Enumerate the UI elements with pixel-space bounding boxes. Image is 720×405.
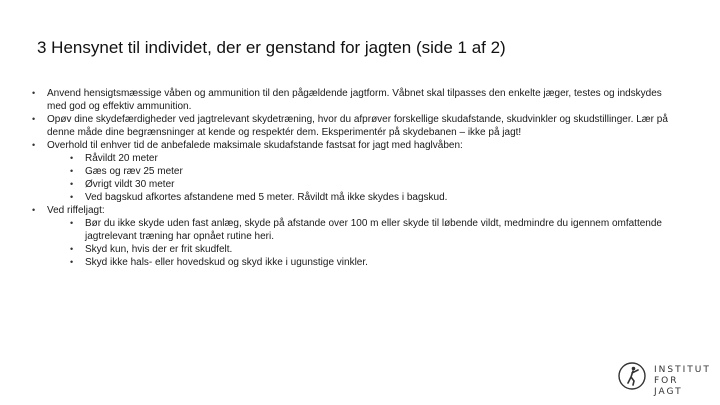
sub-list-container	[32, 152, 672, 204]
slide-content	[32, 87, 672, 269]
sub-bullet-text: Skyd kun, hvis der er frit skudfelt.	[85, 244, 233, 255]
slide-title: 3 Hensynet til individet, der er genstand for jagten (side 1 af 2)	[37, 38, 506, 57]
sub-bullet-item	[70, 178, 672, 191]
sub-bullet-item	[70, 165, 672, 178]
bullet-item-distances	[32, 139, 672, 152]
bullet-icon: •	[32, 88, 36, 98]
bullet-text: Opøv dine skydefærdigheder ved jagtrelevant skydetræning, hvor du afprøver forskellige skudafstande, skudvinkler og skudstillinger. Lær på denne måde dine begrænsninger at kende og respektér dem. Eksperimentér på skydebanen – ikke på jagt!	[47, 114, 668, 138]
bullet-item-weapons	[32, 87, 672, 113]
sub-bullet-text: Øvrigt vildt 30 meter	[85, 179, 175, 190]
bullet-text: Anvend hensigtsmæssige våben og ammunition til den pågældende jagtform. Våbnet skal tilpasses den enkelte jæger, testes og indskydes med god og effektiv ammunition.	[47, 88, 662, 112]
bullet-icon: •	[70, 244, 74, 254]
bullet-icon: •	[70, 179, 74, 189]
sub-bullet-text: Skyd ikke hals- eller hovedskud og skyd ikke i ugunstige vinkler.	[85, 257, 368, 268]
bullet-icon: •	[70, 153, 74, 163]
bullet-icon: •	[32, 140, 36, 150]
bullet-icon: •	[70, 218, 74, 228]
bullet-icon: •	[32, 205, 36, 215]
bullet-icon: •	[70, 192, 74, 202]
hunter-figure-icon	[618, 362, 646, 390]
sub-bullet-item	[70, 243, 672, 256]
sub-bullet-item	[70, 256, 672, 269]
sub-bullet-text: Gæs og ræv 25 meter	[85, 166, 183, 177]
bullet-item-training	[32, 113, 672, 139]
sub-bullet-item	[70, 191, 672, 204]
bullet-text: Ved riffeljagt:	[47, 205, 105, 216]
logo-line-1: INSTITUT	[654, 365, 711, 375]
bullet-list	[32, 87, 672, 269]
sub-bullet-text: Bør du ikke skyde uden fast anlæg, skyde på afstande over 100 m eller skyde til løbende vildt, medmindre du igennem omfattende jagtrelevant træning har opnået rutine heri.	[85, 218, 662, 242]
sub-bullet-list	[32, 217, 672, 269]
bullet-icon: •	[70, 257, 74, 267]
bullet-icon: •	[32, 114, 36, 124]
bullet-text: Overhold til enhver tid de anbefalede maksimale skudafstande fastsat for jagt med haglvåben:	[47, 140, 463, 151]
sub-bullet-item	[70, 152, 672, 165]
institut-for-jagt-logo	[618, 362, 711, 397]
sub-bullet-item	[70, 217, 672, 243]
logo-line-2: FOR JAGT	[654, 376, 683, 397]
logo-text	[654, 365, 711, 398]
sub-list-container	[32, 217, 672, 269]
sub-bullet-text: Ved bagskud afkortes afstandene med 5 meter. Råvildt må ikke skydes i bagskud.	[85, 192, 448, 203]
sub-bullet-text: Råvildt 20 meter	[85, 153, 158, 164]
sub-bullet-list	[32, 152, 672, 204]
bullet-icon: •	[70, 166, 74, 176]
bullet-item-rifle	[32, 204, 672, 217]
